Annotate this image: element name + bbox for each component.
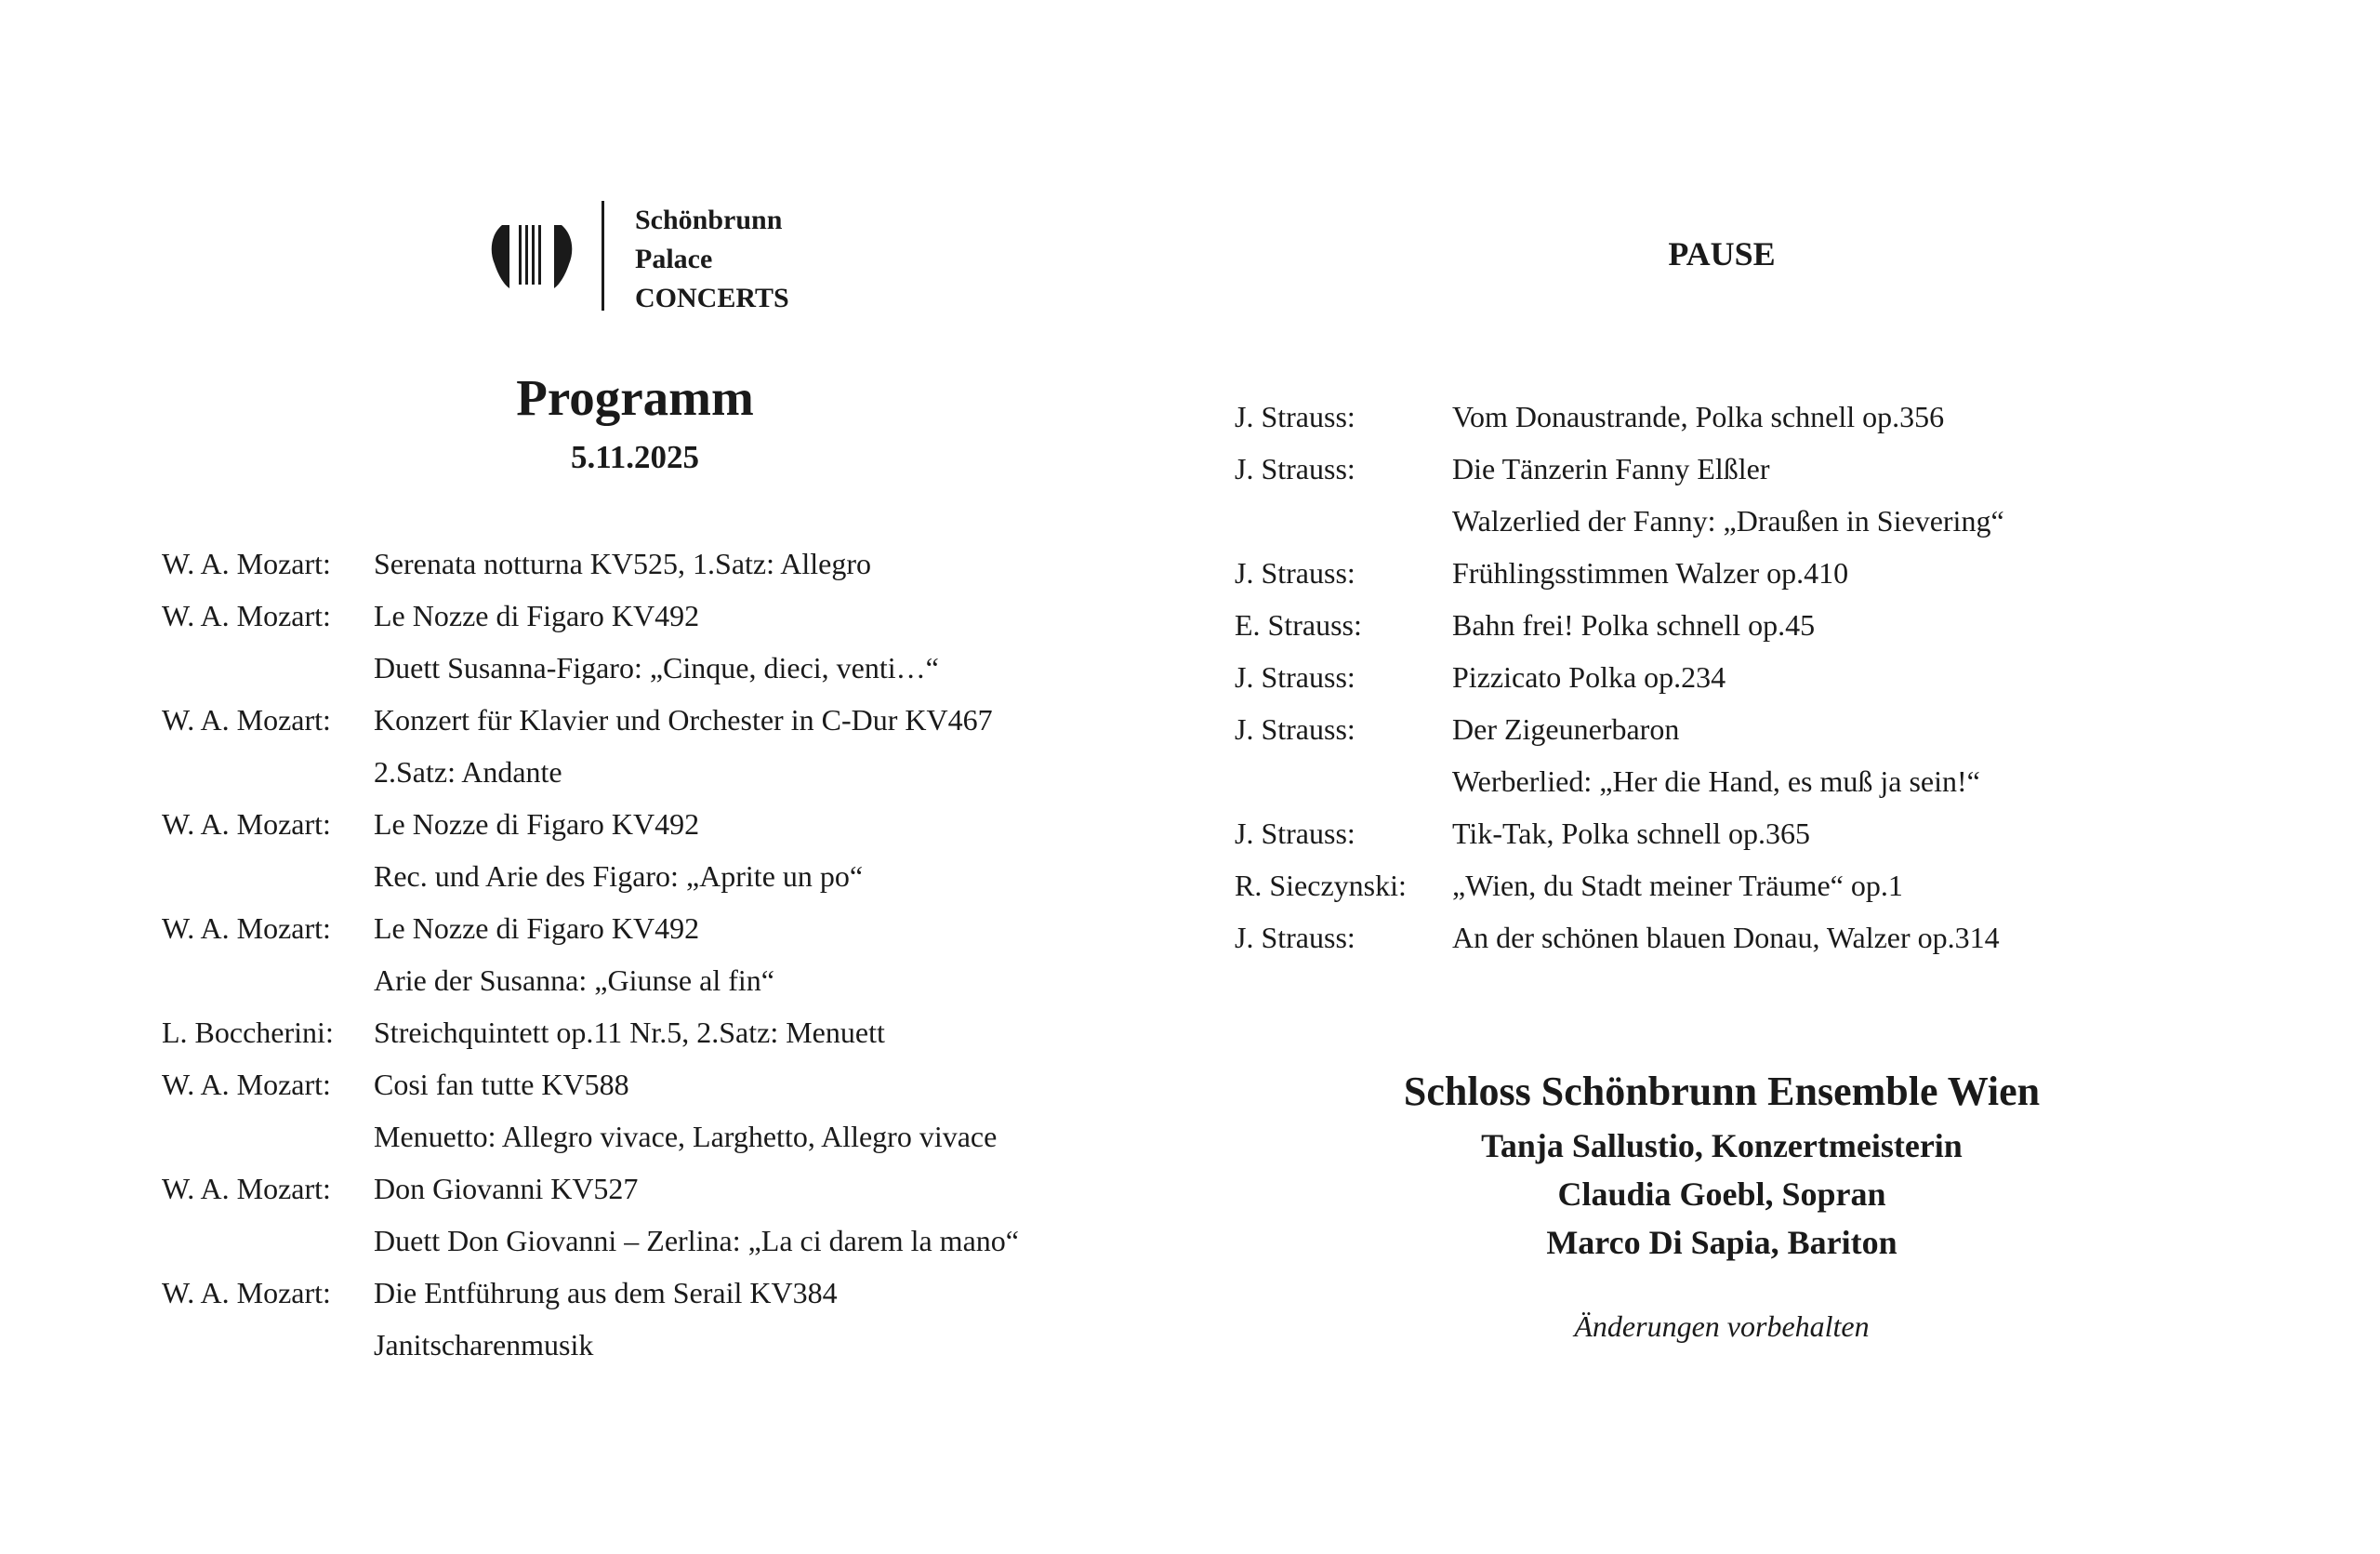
ensemble-member: Marco Di Sapia, Bariton xyxy=(1546,1224,1897,1261)
work-title: Don Giovanni KV527 xyxy=(374,1172,639,1205)
program-row xyxy=(1235,547,2257,599)
pause-heading: PAUSE xyxy=(1668,235,1776,272)
work-title: Die Tänzerin Fanny Elßler xyxy=(1452,452,1770,485)
work-title: Le Nozze di Figaro KV492 xyxy=(374,599,700,632)
program-row xyxy=(1235,755,2257,807)
ensemble-name: Schloss Schönbrunn Ensemble Wien xyxy=(1403,1069,2041,1114)
logo-divider xyxy=(602,201,604,311)
work-title: Vom Donaustrande, Polka schnell op.356 xyxy=(1452,400,1945,433)
logo-line-1: Schönbrunn xyxy=(635,205,783,235)
work-title: Streichquintett op.11 Nr.5, 2.Satz: Menuett xyxy=(374,1016,885,1049)
work-title: Werberlied: „Her die Hand, es muß ja sein!“ xyxy=(1452,764,1980,798)
work-title: Serenata notturna KV525, 1.Satz: Allegro xyxy=(374,547,871,580)
logo-line-3: CONCERTS xyxy=(635,283,789,313)
program-row xyxy=(1235,859,2257,911)
work-title: Pizzicato Polka op.234 xyxy=(1452,660,1726,694)
work-title: An der schönen blauen Donau, Walzer op.314 xyxy=(1452,921,2000,954)
composer: W. A. Mozart: xyxy=(162,703,331,737)
work-title: Duett Don Giovanni – Zerlina: „La ci darem la mano“ xyxy=(374,1224,1019,1257)
work-title: Die Entführung aus dem Serail KV384 xyxy=(374,1276,838,1309)
composer: W. A. Mozart: xyxy=(162,911,331,945)
ensemble-member: Claudia Goebl, Sopran xyxy=(1557,1175,1886,1213)
work-title: Le Nozze di Figaro KV492 xyxy=(374,911,700,945)
ensemble-member: Tanja Sallustio, Konzertmeisterin xyxy=(1481,1127,1963,1164)
violin-silhouette-icon xyxy=(489,221,575,292)
logo xyxy=(489,195,824,316)
composer: L. Boccherini: xyxy=(162,1016,334,1049)
work-title: Menuetto: Allegro vivace, Larghetto, Allegro vivace xyxy=(374,1120,998,1153)
changes-note: Änderungen vorbehalten xyxy=(1574,1309,1870,1343)
composer: W. A. Mozart: xyxy=(162,1068,331,1101)
composer: J. Strauss: xyxy=(1235,400,1355,433)
composer: W. A. Mozart: xyxy=(162,807,331,841)
composer: J. Strauss: xyxy=(1235,660,1355,694)
composer: W. A. Mozart: xyxy=(162,1172,331,1205)
logo-text xyxy=(635,201,789,318)
program-row xyxy=(1235,651,2257,703)
composer: J. Strauss: xyxy=(1235,817,1355,850)
work-title: Janitscharenmusik xyxy=(374,1328,594,1361)
program-part-2 xyxy=(1235,391,2257,963)
program-row xyxy=(1235,391,2257,443)
work-title: Der Zigeunerbaron xyxy=(1452,712,1680,746)
composer: W. A. Mozart: xyxy=(162,1276,331,1309)
logo-line-2: Palace xyxy=(635,244,713,274)
work-title: Konzert für Klavier und Orchester in C-Dur KV467 xyxy=(374,703,993,737)
work-title: Bahn frei! Polka schnell op.45 xyxy=(1452,608,1816,642)
work-title: Rec. und Arie des Figaro: „Aprite un po“ xyxy=(374,859,864,893)
program-row xyxy=(1235,495,2257,547)
program-row xyxy=(1235,599,2257,651)
work-title: Le Nozze di Figaro KV492 xyxy=(374,807,700,841)
composer: R. Sieczynski: xyxy=(1235,869,1407,902)
composer: W. A. Mozart: xyxy=(162,547,331,580)
program-row xyxy=(1235,703,2257,755)
composer: J. Strauss: xyxy=(1235,712,1355,746)
composer: J. Strauss: xyxy=(1235,921,1355,954)
ensemble-credits xyxy=(1350,1062,2094,1267)
work-title: 2.Satz: Andante xyxy=(374,755,562,789)
program-row xyxy=(1235,911,2257,963)
composer: E. Strauss: xyxy=(1235,608,1362,642)
work-title: „Wien, du Stadt meiner Träume“ op.1 xyxy=(1452,869,1903,902)
composer: J. Strauss: xyxy=(1235,452,1355,485)
composer: J. Strauss: xyxy=(1235,556,1355,590)
composer: W. A. Mozart: xyxy=(162,599,331,632)
work-title: Walzerlied der Fanny: „Draußen in Sievering“ xyxy=(1452,504,2004,538)
concert-date: 5.11.2025 xyxy=(570,439,700,475)
program-row xyxy=(1235,807,2257,859)
program-row xyxy=(1235,443,2257,495)
work-title: Tik-Tak, Polka schnell op.365 xyxy=(1452,817,1811,850)
work-title: Cosi fan tutte KV588 xyxy=(374,1068,629,1101)
work-title: Arie der Susanna: „Giunse al fin“ xyxy=(374,963,774,997)
work-title: Duett Susanna-Figaro: „Cinque, dieci, venti…“ xyxy=(374,651,939,684)
page-title: Programm xyxy=(516,369,754,426)
work-title: Frühlingsstimmen Walzer op.410 xyxy=(1452,556,1849,590)
